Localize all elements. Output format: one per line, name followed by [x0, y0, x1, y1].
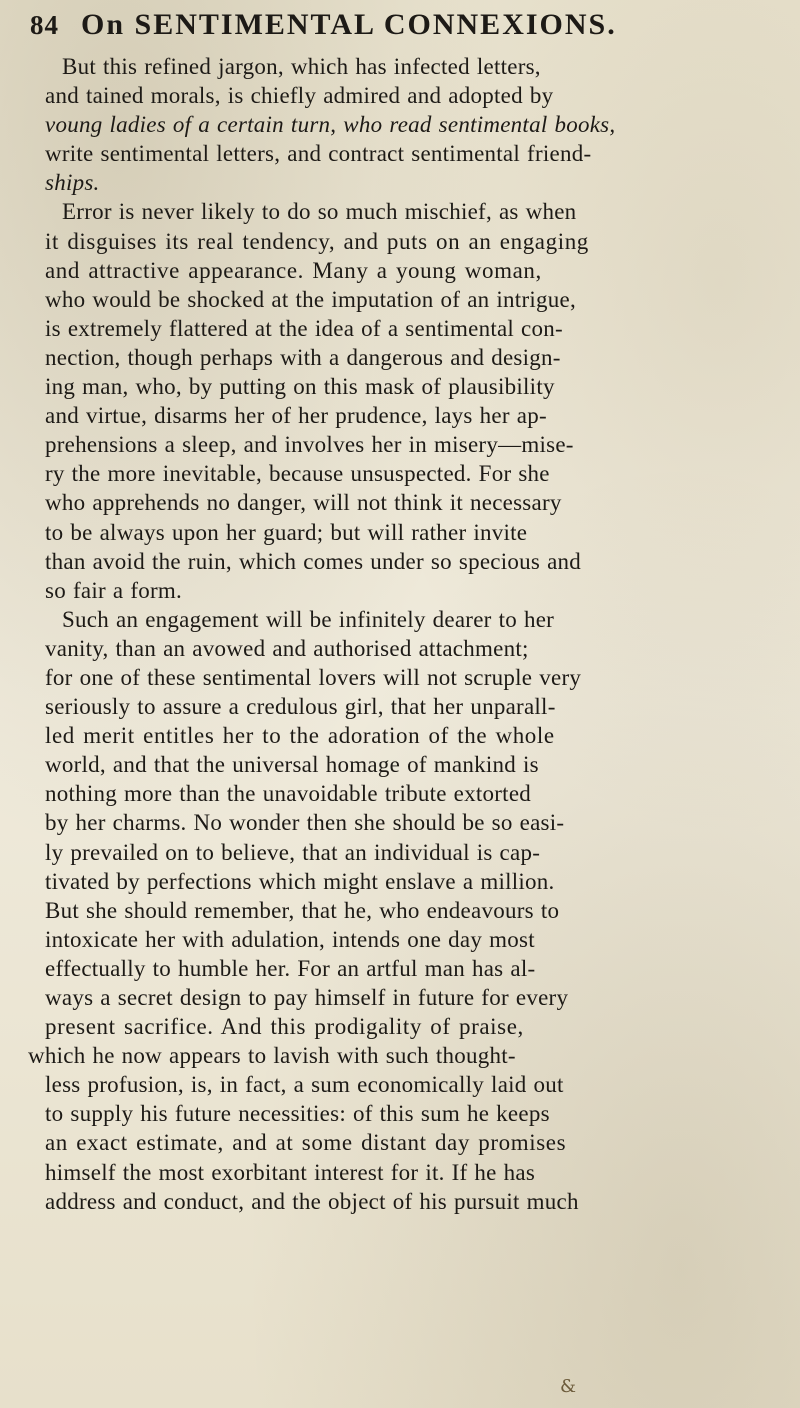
text-line: and tained morals, is chiefly admired and adopted by	[45, 83, 554, 109]
text-line: ships.	[45, 170, 100, 196]
text-line: tivated by perfections which might enslave a million.	[45, 868, 555, 894]
text-line: than avoid the ruin, which comes under so specious and	[45, 548, 582, 574]
text-line: nection, though perhaps with a dangerous and design-	[45, 344, 561, 370]
text-line: himself the most exorbitant interest for it. If he has	[45, 1159, 536, 1185]
text-line: and attractive appearance. Many a young woman,	[45, 257, 542, 283]
text-line: is extremely flattered at the idea of a sentimental con-	[45, 315, 563, 341]
text-line: so fair a form.	[45, 577, 183, 603]
text-line: seriously to assure a credulous girl, that her unparall-	[45, 694, 556, 720]
text-line: who apprehends no danger, will not think it necessary	[45, 490, 562, 516]
text-line: it disguises its real tendency, and puts on an engaging	[45, 228, 589, 254]
text-line: ry the more inevitable, because unsuspected. For she	[45, 461, 550, 487]
text-line: write sentimental letters, and contract sentimental friend-	[45, 141, 592, 167]
text-line: led merit entitles her to the adoration of the whole	[45, 723, 555, 749]
text-line: But she should remember, that he, who endeavours to	[45, 897, 560, 923]
text-line: voung ladies of a certain turn, who read sentimental books,	[45, 112, 616, 138]
text-line: Such an engagement will be infinitely dearer to her	[62, 606, 555, 632]
running-title: On SENTIMENTAL CONNEXIONS.	[81, 8, 617, 41]
text-line: nothing more than the unavoidable tribute extorted	[45, 781, 532, 807]
text-line: world, and that the universal homage of mankind is	[45, 752, 539, 778]
text-line: ways a secret design to pay himself in future for every	[45, 985, 569, 1010]
text-line: and virtue, disarms her of her prudence, lays her ap-	[45, 403, 547, 429]
text-line: Error is never likely to do so much mischief, as when	[62, 199, 577, 225]
text-line: ing man, who, by putting on this mask of plausibility	[45, 374, 555, 400]
text-line: effectually to humble her. For an artful man has al-	[45, 955, 536, 981]
page-number: 84	[30, 10, 59, 40]
text-line: less profusion, is, in fact, a sum economically laid out	[45, 1072, 564, 1098]
text-line: to be always upon her guard; but will rather invite	[45, 519, 528, 545]
text-line: vanity, than an avowed and authorised attachment;	[45, 635, 529, 661]
text-line: present sacrifice. And this prodigality of praise,	[45, 1014, 524, 1040]
text-line: address and conduct, and the object of his pursuit much	[45, 1188, 579, 1214]
text-line: by her charms. No wonder then she should be so easi-	[45, 810, 565, 836]
printers-mark: &	[560, 1376, 577, 1397]
text-line: who would be shocked at the imputation of an intrigue,	[45, 286, 576, 312]
body-text	[20, 52, 790, 1216]
text-line: which he now appears to lavish with such thought-	[28, 1043, 516, 1069]
text-line: for one of these sentimental lovers will not scruple very	[45, 664, 582, 690]
text-line: ly prevailed on to believe, that an individual is cap-	[45, 839, 541, 865]
text-line: an exact estimate, and at some distant day promises	[45, 1130, 567, 1156]
text-line: to supply his future necessities: of this sum he keeps	[45, 1101, 550, 1127]
text-line: prehensions a sleep, and involves her in misery—mise-	[45, 432, 574, 458]
running-head	[30, 8, 790, 48]
text-line: intoxicate her with adulation, intends one day most	[45, 926, 535, 952]
text-line: But this refined jargon, which has infected letters,	[62, 54, 541, 79]
